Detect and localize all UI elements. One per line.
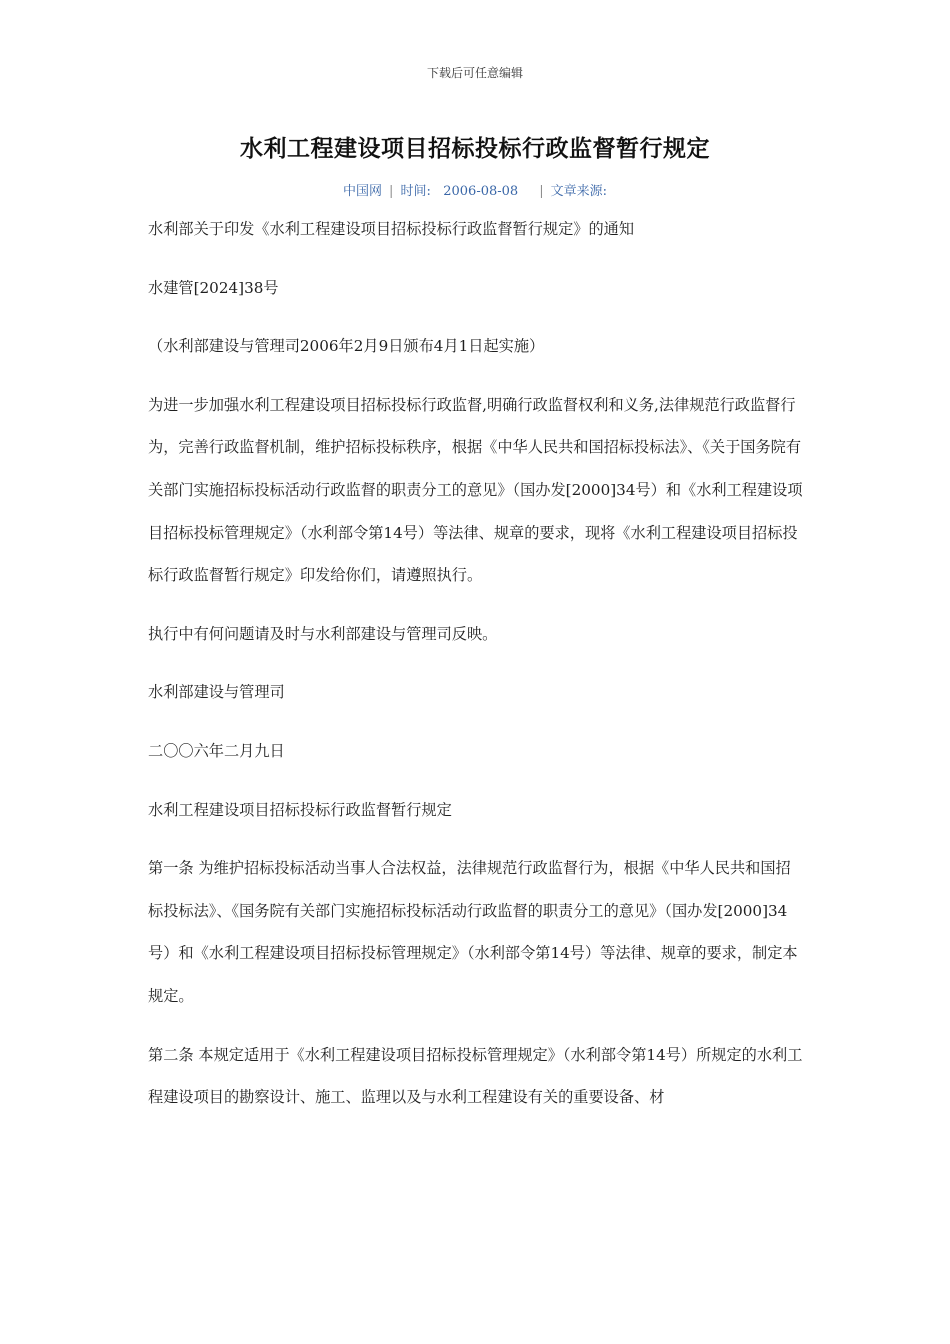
document-number: 水建管[2024]38号 [148, 278, 279, 297]
meta-time-label: 时间: [400, 184, 431, 199]
issuer-name: 水利部建设与管理司 [148, 683, 285, 702]
feedback-paragraph: 执行中有何问题请及时与水利部建设与管理司反映。 [148, 624, 498, 643]
header-note: 下载后可任意编辑 [426, 66, 523, 80]
meta-date: 2006-08-08 [443, 184, 519, 199]
meta-separator: | [389, 184, 394, 199]
issue-date: 二〇〇六年二月九日 [148, 741, 285, 760]
notice-paragraph: 为进一步加强水利工程建设项目招标投标行政监督,明确行政监督权利和义务,法律规范行政监督行为，完善行政监督机制，维护招标投标秩序，根据《中华人民共和国招标投标法》、《关于国务院有关部门实施招标投标活动行政监督的职责分工的意见》（国办发[2000]34号）和《水利工程建设项目招标投标管理规定》（水利部令第14号）等法律、规章的要求，现将《水利工程建设项目招标投标行政监督暂行规定》印发给你们，请遵照执行。 [148, 395, 803, 585]
meta-source-label: 文章来源: [550, 184, 607, 199]
document-title: 水利工程建设项目招标投标行政监督暂行规定 [240, 136, 710, 162]
meta-separator: | [539, 184, 544, 199]
regulation-title: 水利工程建设项目招标投标行政监督暂行规定 [148, 800, 452, 819]
document-body [148, 208, 804, 1119]
issuance-note: （水利部建设与管理司2006年2月9日颁布4月1日起实施） [148, 337, 545, 356]
notice-heading: 水利部关于印发《水利工程建设项目招标投标行政监督暂行规定》的通知 [148, 220, 634, 238]
meta-source-site[interactable]: 中国网 [343, 184, 383, 199]
article-1: 第一条 为维护招标投标活动当事人合法权益，法律规范行政监督行为，根据《中华人民共和国招标投标法》、《国务院有关部门实施招标投标活动行政监督的职责分工的意见》（国办发[2000]34号）和《水利工程建设项目招标投标管理规定》（水利部令第14号）等法律、规章的要求，制定本规定。 [148, 859, 798, 1005]
article-meta [0, 180, 950, 199]
article-2: 第二条 本规定适用于《水利工程建设项目招标投标管理规定》（水利部令第14号）所规定的水利工程建设项目的勘察设计、施工、监理以及与水利工程建设有关的重要设备、材 [148, 1045, 803, 1107]
